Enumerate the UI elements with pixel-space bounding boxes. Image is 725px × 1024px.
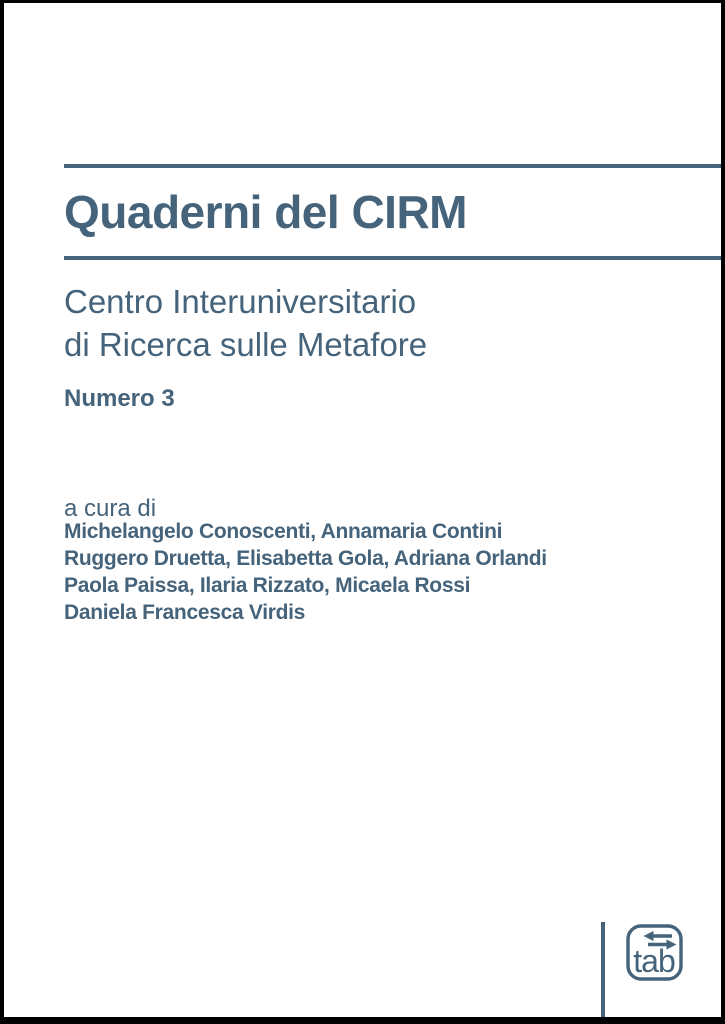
publisher-divider-line [601, 922, 605, 1017]
editors-list [64, 518, 547, 626]
editors-line: Ruggero Druetta, Elisabetta Gola, Adriana Orlandi [64, 547, 547, 570]
subtitle [64, 280, 427, 366]
top-rule [64, 164, 721, 168]
tab-publisher-logo [626, 924, 683, 981]
title-underline-rule [64, 256, 721, 260]
editors-line: Paola Paissa, Ilaria Rizzato, Micaela Rossi [64, 574, 471, 597]
tab-logo-graphic [626, 924, 683, 981]
logo-wordmark: tab [633, 943, 675, 979]
issue-number: Numero 3 [64, 385, 175, 412]
subtitle-line-1: Centro Interuniversitario [64, 283, 417, 320]
subtitle-line-2: di Ricerca sulle Metafore [64, 326, 428, 363]
edited-by-label: a cura di [64, 495, 157, 522]
editors-line: Michelangelo Conoscenti, Annamaria Contini [64, 520, 503, 543]
editors-line: Daniela Francesca Virdis [64, 601, 306, 624]
series-title: Quaderni del CIRM [64, 186, 467, 238]
